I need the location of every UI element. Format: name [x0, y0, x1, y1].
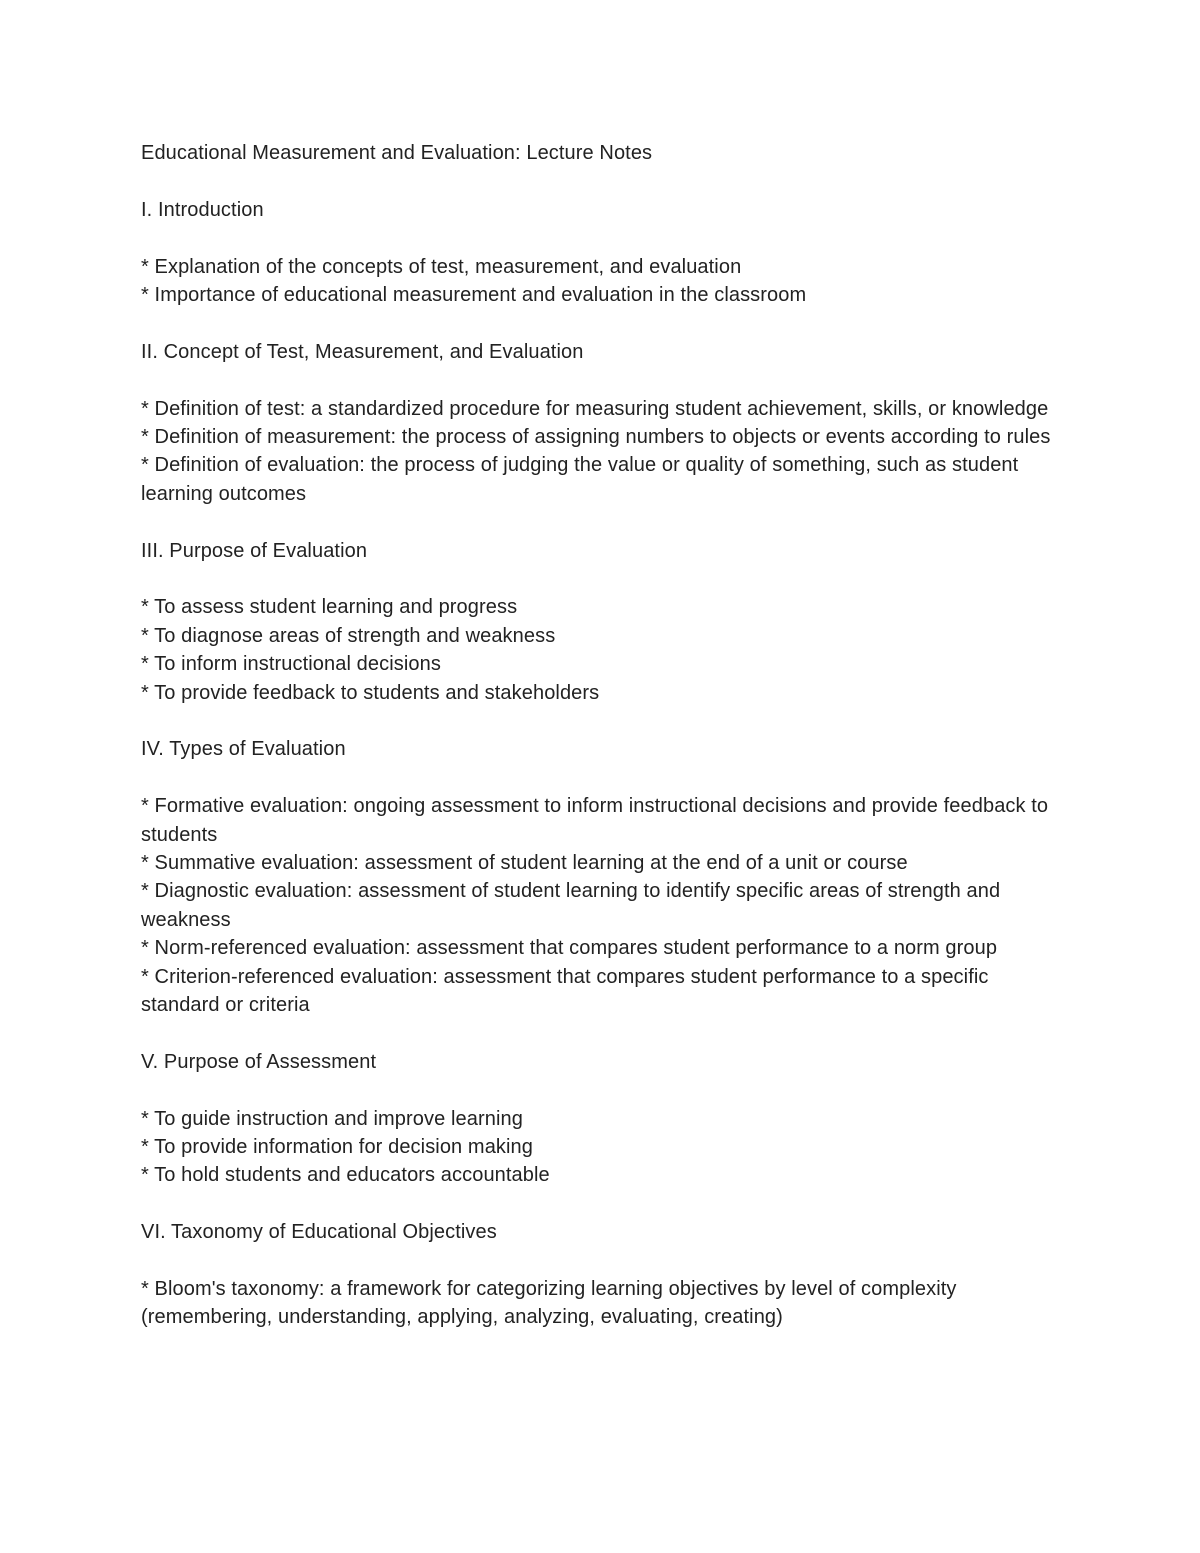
list-item: * Summative evaluation: assessment of student learning at the end of a unit or course — [141, 852, 908, 875]
section-heading: IV. Types of Evaluation — [141, 738, 346, 761]
spacer — [141, 366, 1071, 394]
spacer — [141, 224, 1071, 252]
spacer — [141, 309, 1071, 337]
section-heading: V. Purpose of Assessment — [141, 1050, 377, 1073]
list-item: * To diagnose areas of strength and weakness — [141, 624, 556, 647]
list-item: * To guide instruction and improve learning — [141, 1107, 523, 1130]
spacer — [141, 1247, 1071, 1275]
section-heading: I. Introduction — [141, 198, 264, 221]
spacer — [141, 167, 1071, 195]
list-item: * To inform instructional decisions — [141, 653, 441, 676]
list-item: * Definition of test: a standardized procedure for measuring student achievement, skills, or knowledge — [141, 397, 1049, 420]
spacer — [141, 565, 1071, 593]
spacer — [141, 1019, 1071, 1047]
spacer — [141, 1076, 1071, 1104]
list-item: * To assess student learning and progress — [141, 596, 518, 619]
list-item: * To provide feedback to students and stakeholders — [141, 681, 600, 704]
list-item: * Norm-referenced evaluation: assessment that compares student performance to a norm group — [141, 937, 998, 960]
list-item: * Definition of evaluation: the process of judging the value or quality of something, such as student learning outcomes — [141, 454, 1019, 505]
list-item: * To provide information for decision making — [141, 1136, 534, 1159]
section-heading: VI. Taxonomy of Educational Objectives — [141, 1221, 497, 1244]
list-item: * Explanation of the concepts of test, measurement, and evaluation — [141, 255, 742, 278]
spacer — [141, 707, 1071, 735]
list-item: * Importance of educational measurement and evaluation in the classroom — [141, 284, 807, 306]
document-page — [141, 139, 1071, 1332]
document-title: Educational Measurement and Evaluation: Lecture Notes — [141, 142, 653, 164]
spacer — [141, 764, 1071, 792]
spacer — [141, 508, 1071, 536]
list-item: * Formative evaluation: ongoing assessment to inform instructional decisions and provide feedback to students — [141, 795, 1049, 846]
list-item: * Bloom's taxonomy: a framework for categorizing learning objectives by level of complexity (remembering, understanding, applying, analyzing, evaluating, creating) — [141, 1278, 957, 1329]
list-item: * Definition of measurement: the process of assigning numbers to objects or events according to rules — [141, 426, 1051, 448]
section-heading: III. Purpose of Evaluation — [141, 539, 368, 562]
section-heading: II. Concept of Test, Measurement, and Evaluation — [141, 340, 584, 363]
spacer — [141, 1190, 1071, 1218]
list-item: * Diagnostic evaluation: assessment of student learning to identify specific areas of strength and weakness — [141, 880, 1001, 931]
list-item: * To hold students and educators accountable — [141, 1164, 550, 1187]
list-item: * Criterion-referenced evaluation: assessment that compares student performance to a specific standard or criteria — [141, 965, 989, 1017]
